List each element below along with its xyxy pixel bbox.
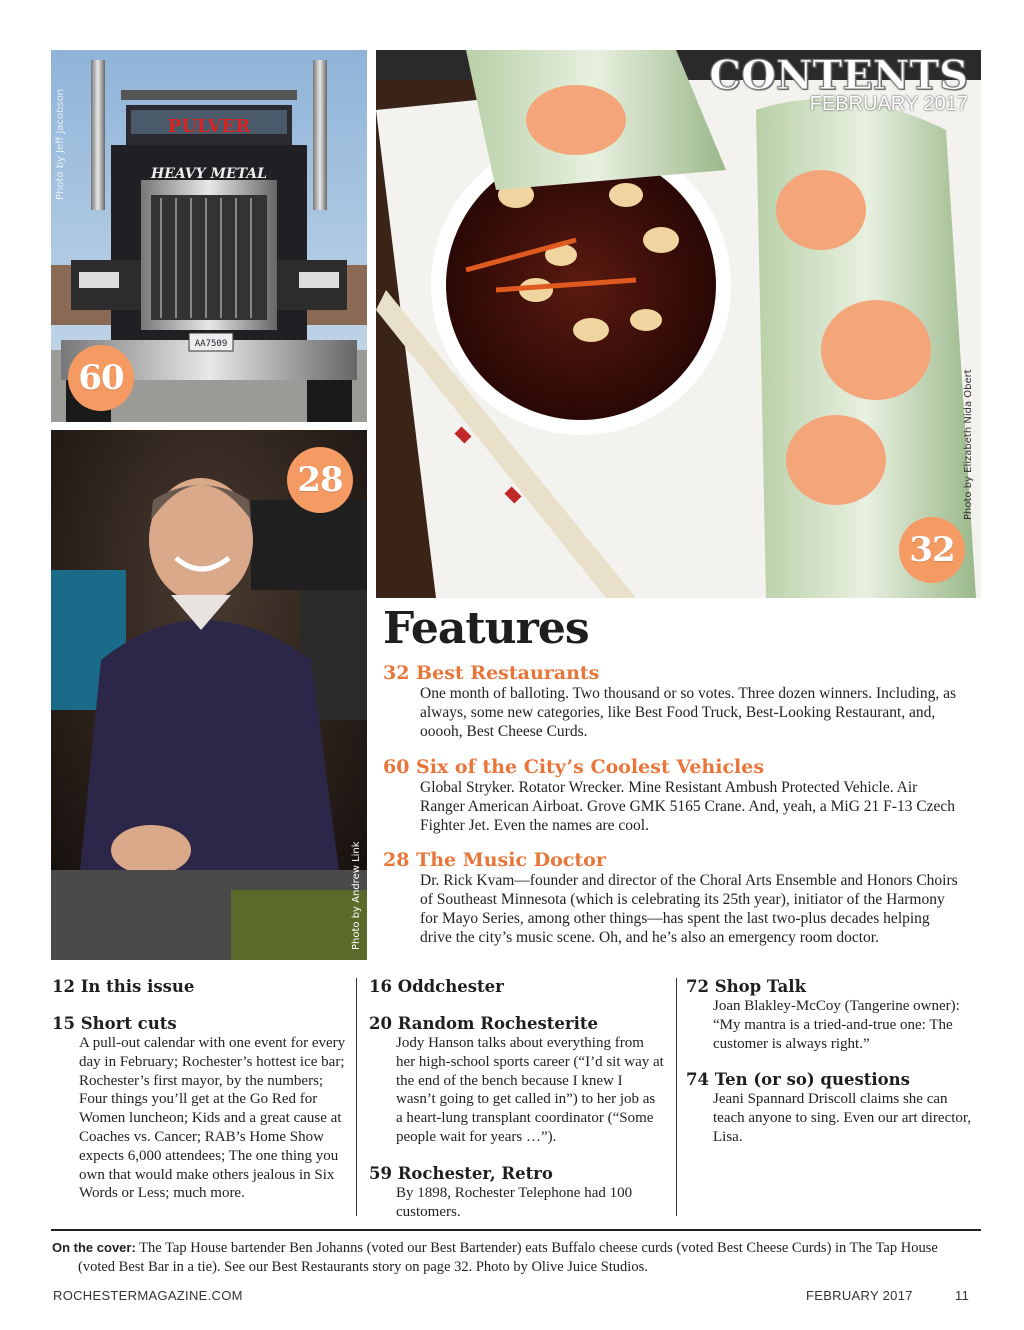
feature-item[interactable] <box>383 849 963 947</box>
footer-rule <box>51 1229 981 1231</box>
department-title[interactable]: 20 Random Rochesterite <box>369 1014 598 1033</box>
feature-title[interactable]: 60 Six of the City’s Coolest Vehicles <box>383 756 765 778</box>
contents-header <box>709 52 968 116</box>
feature-item[interactable] <box>383 662 963 741</box>
department-description: A pull-out calendar with one event for every day in February; Rochester’s hottest ice bar; Rochester’s first mayor, by the numbers; Four things you’ll get at the Go Red for Women luncheon; Kids and a great cause at Coaches vs. Cancer; RAB’s Home Show expects 6,000 attendees; The one thing you own that would make others jealous in Six Words or Less; much more. <box>79 1035 346 1202</box>
departments-column-3 <box>686 976 976 1163</box>
music-photo-credit: Photo by Andrew Link <box>351 841 362 950</box>
column-divider <box>356 978 357 1216</box>
department-item[interactable] <box>52 1013 348 1203</box>
department-description: By 1898, Rochester Telephone had 100 customers. <box>396 1184 633 1220</box>
cover-note <box>52 1238 977 1277</box>
department-title[interactable]: 74 Ten (or so) questions <box>686 1070 910 1090</box>
truck-name-text: PULVER <box>167 116 251 137</box>
spring-rolls-photo <box>376 50 981 598</box>
department-title[interactable]: 16 Oddchester <box>369 977 504 996</box>
contents-date: FEBRUARY 2017 <box>809 93 968 115</box>
page-badge-28[interactable]: 28 <box>287 447 353 513</box>
department-item[interactable] <box>369 976 665 997</box>
department-description: Joan Blakley-McCoy (Tangerine owner): “My mantra is a tried-and-true one: The customer is always right.” <box>713 998 960 1052</box>
feature-title[interactable]: 28 The Music Doctor <box>383 849 606 871</box>
contents-title: CONTENTS <box>709 52 968 99</box>
department-title[interactable]: 15 Short cuts <box>52 1014 177 1033</box>
department-item[interactable] <box>369 1163 665 1222</box>
feature-description: Global Stryker. Rotator Wrecker. Mine Resistant Ambush Protected Vehicle. Air Ranger American Airboat. Grove GMK 5165 Crane. And, yeah, a MiG 21 F-13 Czech Fighter Jet. Even the names are cool. <box>420 779 956 834</box>
page-number: 11 <box>955 1288 970 1303</box>
truck-photo-credit: Photo by Jeff Jacobson <box>55 88 66 200</box>
department-title[interactable]: 12 In this issue <box>52 977 195 996</box>
department-item[interactable] <box>369 1013 665 1147</box>
department-description: Jody Hanson talks about everything from her high-school sports career (“I’d sit way at the end of the bench because I knew I wasn’t going to get called in”) to her job as a heart-lung transplant coordinator (“Some people wait for years …”). <box>396 1035 664 1145</box>
truck-plate-text: AA7509 <box>194 339 228 349</box>
page-badge-32[interactable]: 32 <box>899 517 965 583</box>
departments-column-1 <box>52 976 348 1219</box>
footer-date: FEBRUARY 2017 <box>806 1288 913 1303</box>
department-item[interactable] <box>52 976 348 997</box>
features-heading: Features <box>383 603 589 654</box>
column-divider <box>676 978 677 1216</box>
truck-slogan-text: HEAVY METAL <box>151 166 267 182</box>
department-item[interactable] <box>686 976 976 1053</box>
food-photo-credit: Photo by Elizabeth Nida Obert <box>963 369 974 520</box>
cover-label: On the cover: <box>52 1240 136 1255</box>
feature-title[interactable]: 32 Best Restaurants <box>383 662 600 684</box>
footer-website[interactable]: ROCHESTERMAGAZINE.COM <box>53 1288 243 1303</box>
spring-rolls-illustration <box>376 50 981 598</box>
cover-text: The Tap House bartender Ben Johanns (voted our Best Bartender) eats Buffalo cheese curds (voted Best Cheese Curds) in The Tap House (voted Best Bar in a tie). See our Best Restaurants story on page 32. Photo by Olive Juice Studios. <box>78 1240 938 1275</box>
departments-column-2 <box>369 976 665 1237</box>
feature-description: Dr. Rick Kvam—founder and director of the Choral Arts Ensemble and Honors Choirs of Southeast Minnesota (which is celebrating its 25th year), initiator of the Harmony for Mayo Series, among other things—has spent the last two-plus decades helping drive the city’s music scene. Oh, and he’s also an emergency room doctor. <box>420 872 958 946</box>
department-item[interactable] <box>686 1069 976 1146</box>
department-description: Jeani Spannard Driscoll claims she can teach anyone to sing. Even our art director, Lisa. <box>713 1091 972 1145</box>
page-badge-60[interactable]: 60 <box>68 345 134 411</box>
feature-item[interactable] <box>383 756 963 835</box>
department-title[interactable]: 72 Shop Talk <box>686 977 806 996</box>
feature-description: One month of balloting. Two thousand or so votes. Three dozen winners. Including, as always, some new categories, like Best Food Truck, Best-Looking Restaurant, and, ooooh, Best Cheese Curds. <box>420 685 957 740</box>
department-title[interactable]: 59 Rochester, Retro <box>369 1163 553 1183</box>
